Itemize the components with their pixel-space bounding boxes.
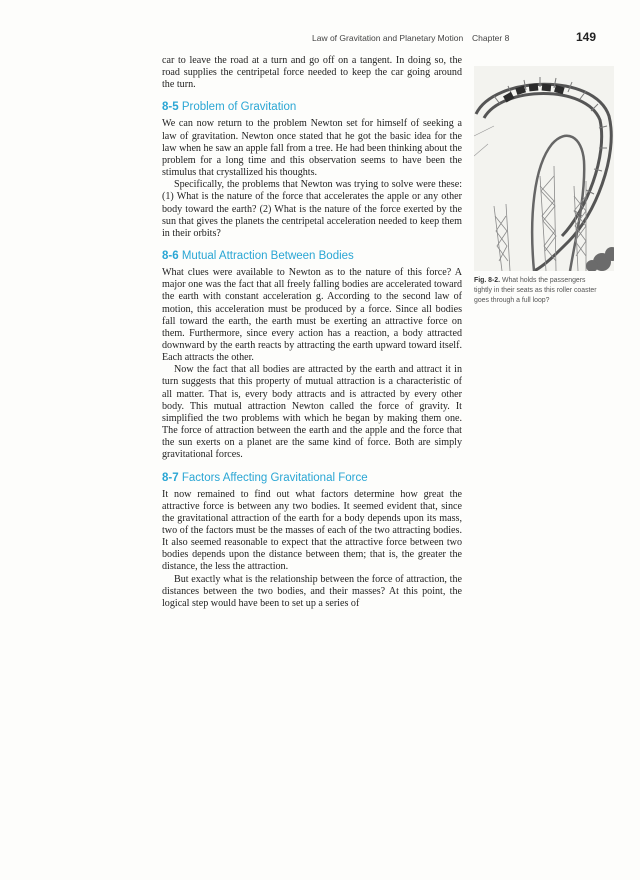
- paragraph: But exactly what is the relationship between the force of attraction, the distances between the two bodies, and their masses? At this point, the logical step would have been to set up a series of: [162, 573, 462, 609]
- section-heading-8-7: [162, 471, 462, 485]
- page-number: 149: [576, 30, 597, 44]
- paragraph: Now the fact that all bodies are attracted by the earth and attract it in turn suggests that this property of mutual attraction is a characteristic of all matter. That is, every body attracts and is attracted by every other body. This mutual attraction Newton called the force of gravity. It simplified the two problems with which he began by making them one. The force of attraction between the earth and the apple and the force that the sun exerts on a planet are the same kind of force. Both are simply gravitational forces.: [162, 364, 462, 461]
- paragraph: Specifically, the problems that Newton was trying to solve were these: (1) What is the nature of the force that accelerates the apple or any other body toward the earth? (2) What is the nature of the force exerted by the sun that gives the planets the centripetal acceleration needed to keep them in their orbits?: [162, 179, 462, 239]
- section-heading-8-6: [162, 249, 462, 263]
- caption-text: What holds the passengers tightly in their seats as this roller coaster goes through a full loop?: [474, 277, 597, 304]
- roller-coaster-illustration: [474, 66, 614, 271]
- figure-caption: [474, 276, 604, 305]
- intro-paragraph: car to leave the road at a turn and go off on a tangent. In doing so, the road supplies the centripetal force needed to keep the car going around the turn.: [162, 55, 462, 91]
- page-header: [0, 30, 640, 46]
- section-heading-8-5: [162, 100, 462, 114]
- paragraph: What clues were available to Newton as to the nature of this force? A major one was the fact that all freely falling bodies are accelerated toward the earth with constant acceleration g. According to the second law of motion, this acceleration must be produced by a force. Since all bodies fall toward the earth, the earth must be exerting an attractive force on them. Furthermore, since every action has a reaction, a body attracted downward by the earth reacts by attracting the earth upward toward itself. Each attracts the other.: [162, 267, 462, 364]
- paragraph: It now remained to find out what factors determine how great the attractive force is between any two bodies. It seemed evident that, since the gravitational attraction of the earth for a body depends upon its mass, two of the factors must be the masses of each of the two attracting bodies. It also seemed reasonable to expect that the attractive force between two bodies depends upon the distance between them; that is, the greater the distance, the less the attraction.: [162, 488, 462, 573]
- section-title: Problem of Gravitation: [181, 101, 297, 114]
- main-text-column: [162, 55, 462, 610]
- chapter-label: Chapter 8: [472, 33, 510, 43]
- section-number: 8-6: [162, 250, 179, 263]
- section-title: Factors Affecting Gravitational Force: [181, 471, 368, 484]
- section-number: 8-7: [162, 471, 179, 484]
- section-title: Mutual Attraction Between Bodies: [181, 250, 354, 263]
- paragraph: We can now return to the problem Newton set for himself of seeking a law of gravitation. Newton once stated that he got the basic idea for the law when he saw an apple fall from a tree. He had been thinking about the problem for a long time and this observation seems to have been the stimulus that crystallized his thoughts.: [162, 118, 462, 179]
- running-title: Law of Gravitation and Planetary Motion: [312, 33, 464, 43]
- section-number: 8-5: [162, 101, 179, 114]
- roller-coaster-photo: [474, 66, 614, 271]
- figure-label: Fig. 8-2.: [474, 277, 501, 284]
